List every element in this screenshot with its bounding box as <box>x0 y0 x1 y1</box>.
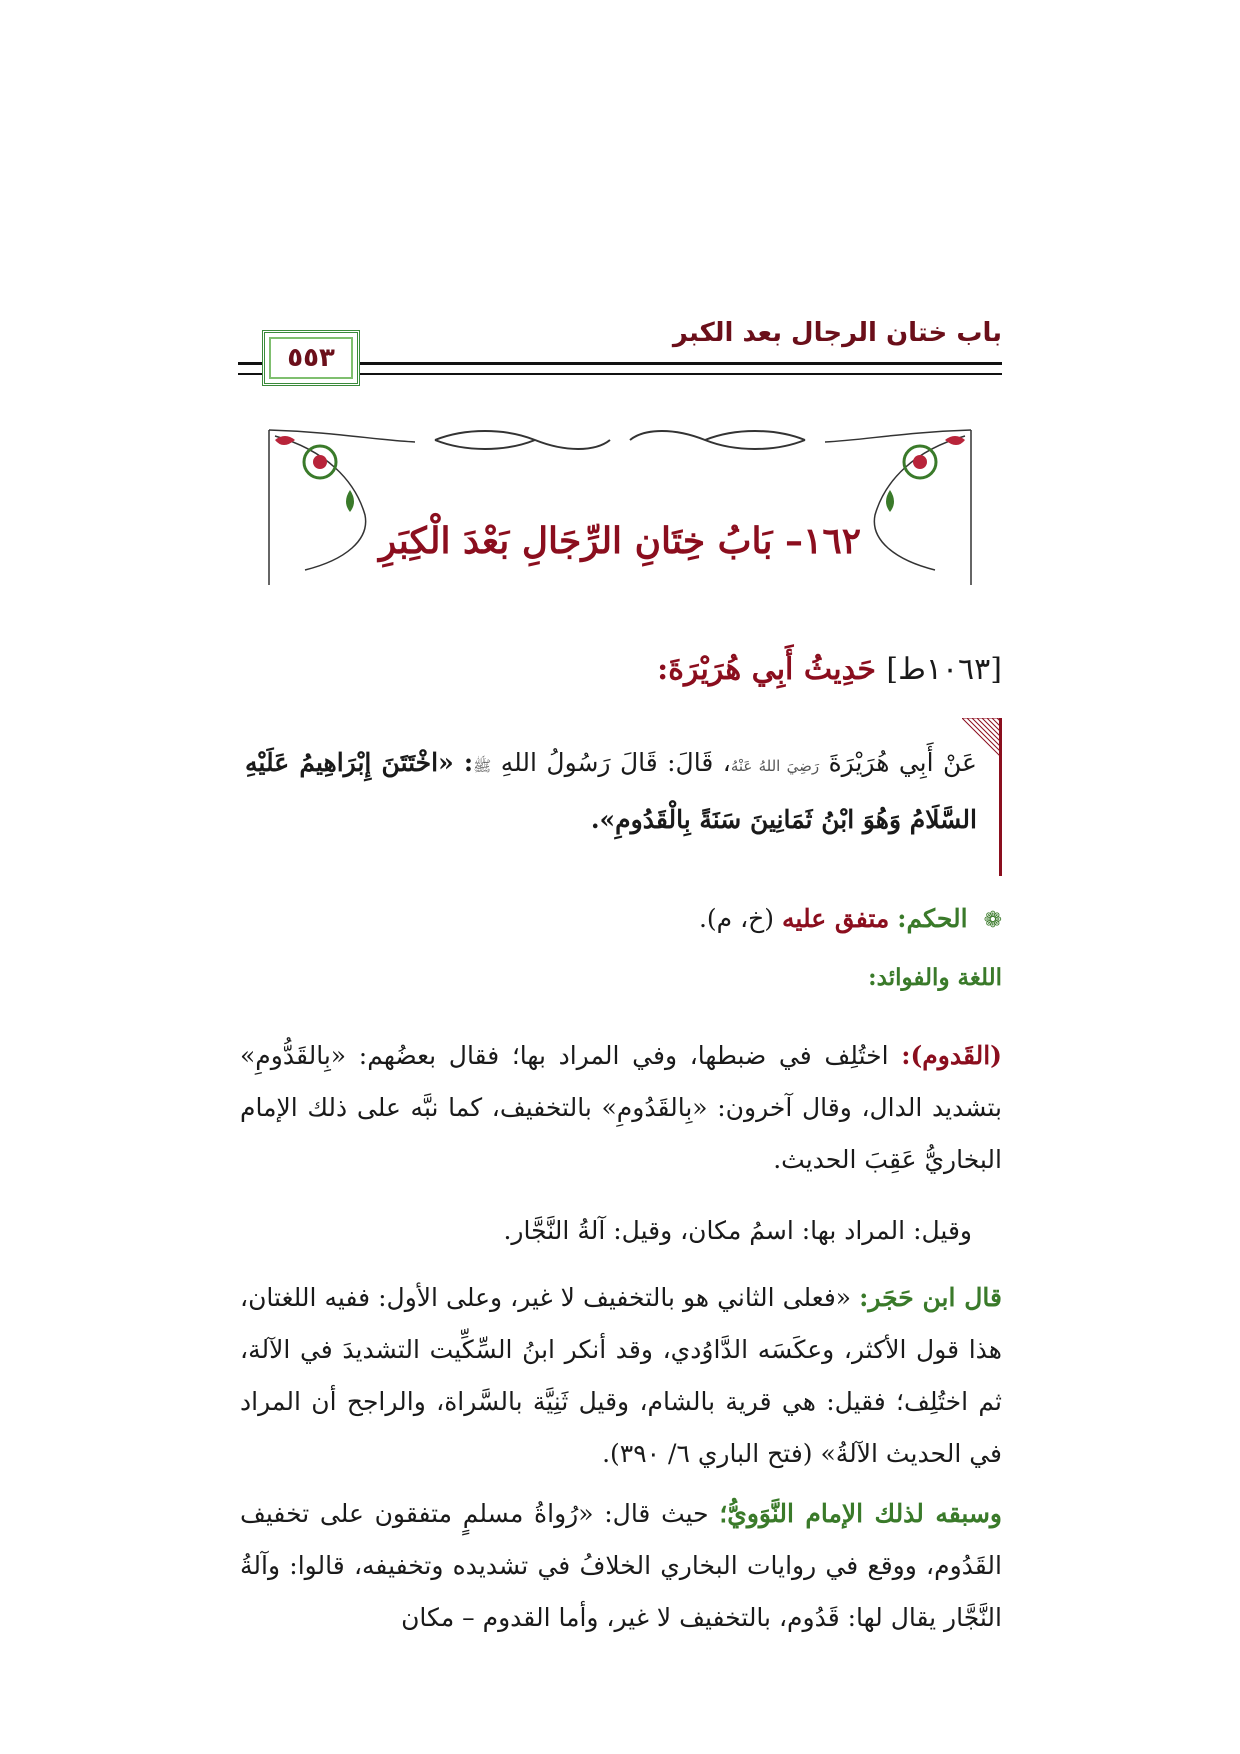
hadith-said: ، قَالَ: قَالَ رَسُولُ اللهِ <box>500 748 731 777</box>
chapter-title: ١٦٢– بَابُ خِتَانِ الرِّجَالِ بَعْدَ الْكِبَرِ <box>378 520 862 562</box>
paragraph-text: «فعلى الثاني هو بالتخفيف لا غير، وعلى الأول: ففيه اللغتان، هذا قول الأكثر، وعكَسَه الدَّاوُدي، وقد أنكر ابنُ السِّكِّيت التشديدَ في الآلة، ثم اختُلِف؛ فقيل: هي قرية بالشام، وقيل ثَنِيَّة بالسَّراة، والراجح أن المراد في الحديث الآلةُ» (فتح الباري ٦/ ٣٩٠). <box>240 1283 1002 1468</box>
paragraph-meaning: وقيل: المراد بها: اسمُ مكان، وقيل: آلةُ النَّجَّار. <box>503 1216 972 1245</box>
term-nawawi: وسبقه لذلك الإمام النَّوَويُّ؛ <box>719 1499 1002 1528</box>
hadith-heading <box>242 652 1002 687</box>
ruling-label: الحكم: <box>897 904 968 933</box>
page-number-frame <box>262 330 360 386</box>
hadith-number: [١٠٦٣ط] <box>886 652 1002 687</box>
chapter-ornament <box>265 420 975 590</box>
ruling-value: متفق عليه <box>782 904 890 933</box>
page-number: ٥٥٣ <box>287 343 335 373</box>
hadith-ruling <box>242 904 1002 933</box>
term-qadum: (القَدوم): <box>901 1041 1002 1070</box>
flower-ornament-icon: ❁ <box>983 908 1002 933</box>
language-heading: اللغة والفوائد: <box>868 964 1002 991</box>
running-title: باب ختان الرجال بعد الكبر <box>672 318 1002 348</box>
paragraph-nawawi <box>240 1488 1002 1644</box>
term-ibn-hajar: قال ابن حَجَر: <box>859 1283 1002 1312</box>
paragraph-qadum <box>240 1030 1002 1186</box>
narrator-intro: عَنْ أَبِي هُرَيْرَةَ <box>828 748 977 777</box>
hadith-quote: : «اخْتَتَنَ إِبْرَاهِيمُ عَلَيْهِ السَّلَامُ وَهُوَ ابْنُ ثَمَانِينَ سَنَةً بِالْقَدُومِ». <box>245 748 977 834</box>
narrator-honorific: رَضِيَ اللهُ عَنْهُ <box>730 757 820 775</box>
paragraph-text: حيث قال: «رُواةُ مسلمٍ متفقون على تخفيف القَدُوم، ووقع في روايات البخاري الخلافُ في تشديده وتخفيفه، قالوا: وآلةُ النَّجَّار يقال لها: قَدُوم، بالتخفيف لا غير، وأما القدوم – مكان <box>240 1499 1002 1632</box>
hadith-title: حَدِيثُ أَبِي هُرَيْرَةَ: <box>657 652 876 687</box>
hadith-matn <box>245 736 977 847</box>
prophet-honorific: ﷺ <box>473 757 492 775</box>
chapter-frame-ornament <box>265 420 975 590</box>
paragraph-ibn-hajar <box>240 1272 1002 1480</box>
hadith-text-box <box>245 718 1002 876</box>
ruling-sources: (خ، م). <box>698 904 775 933</box>
paragraph-text: اختُلِف في ضبطها، وفي المراد بها؛ فقال بعضُهم: «بِالقَدُّومِ» بتشديد الدال، وقال آخرون: «بِالقَدُومِ» بالتخفيف، كما نبَّه على ذلك الإمام البخاريُّ عَقِبَ الحديث. <box>240 1041 1002 1174</box>
